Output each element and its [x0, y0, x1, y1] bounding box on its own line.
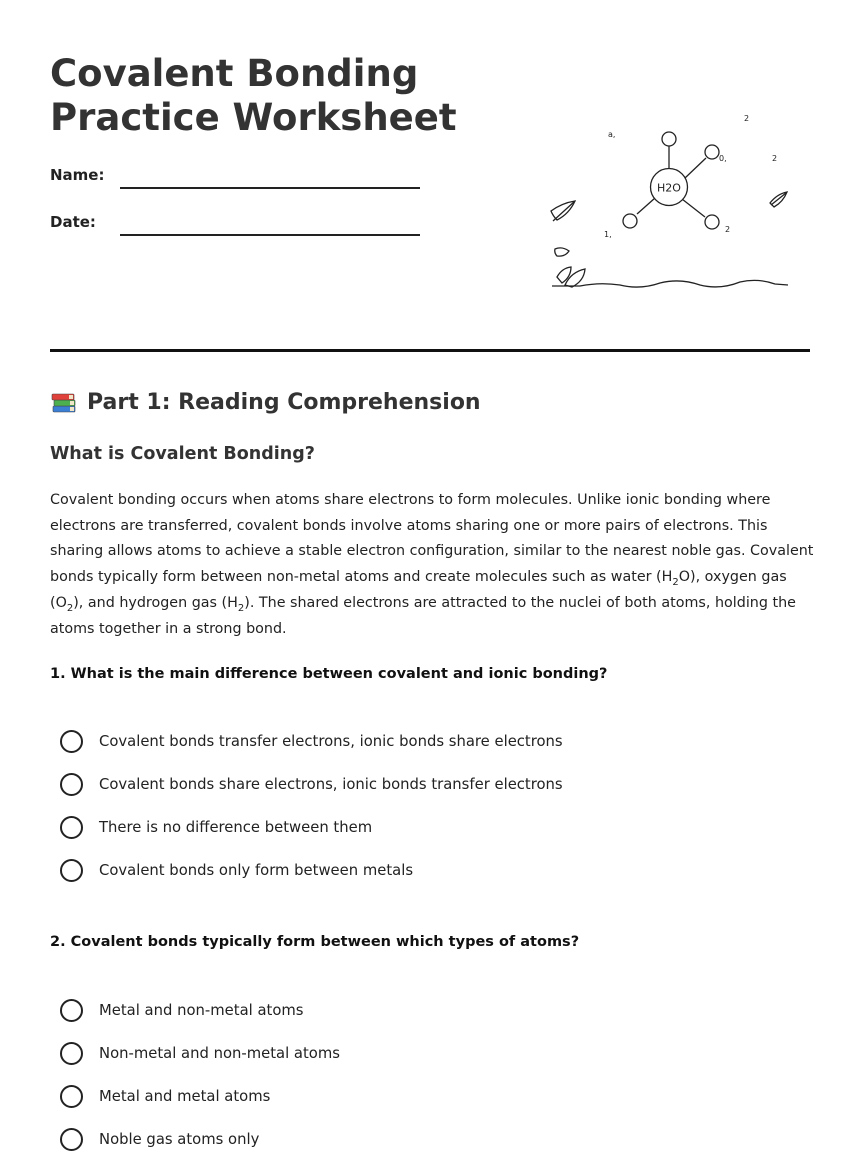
name-field[interactable] [120, 187, 420, 189]
illus-label: 2 [772, 154, 778, 163]
illus-label: 0, [719, 154, 727, 163]
answer-option[interactable] [60, 1075, 340, 1118]
title-line-2: Practice Worksheet [50, 96, 457, 139]
illus-label: a, [608, 130, 616, 139]
radio-button[interactable] [60, 816, 83, 839]
radio-button[interactable] [60, 1085, 83, 1108]
option-label: Covalent bonds share electrons, ionic bonds transfer electrons [99, 776, 563, 793]
answer-option[interactable] [60, 763, 563, 806]
section-subheading: What is Covalent Bonding? [50, 444, 315, 464]
option-label: Non-metal and non-metal atoms [99, 1045, 340, 1062]
radio-button[interactable] [60, 999, 83, 1022]
option-label: Noble gas atoms only [99, 1131, 260, 1148]
title-line-1: Covalent Bonding [50, 52, 419, 95]
option-label: Covalent bonds only form between metals [99, 862, 414, 879]
radio-button[interactable] [60, 773, 83, 796]
date-label: Date: [50, 213, 96, 231]
answer-option[interactable] [60, 720, 563, 763]
radio-button[interactable] [60, 859, 83, 882]
answer-option[interactable] [60, 1118, 340, 1161]
molecule-illustration [540, 100, 810, 300]
answer-option[interactable] [60, 989, 340, 1032]
part-1-heading-text: Part 1: Reading Comprehension [87, 389, 481, 415]
reading-passage: Covalent bonding occurs when atoms share electrons to form molecules. Unlike ionic bonding where electrons are transferred, covalent bonds involve atoms sharing one or more pairs of electrons. This sharing allows atoms to achieve a stable electron configuration, similar to the nearest noble gas. Covalent bonds typically form between non-metal atoms and create molecules such as water $(H_2O)$, oxygen gas $(O_2)$, and hydrogen gas $(H_2)$. The shared electrons are attracted to the nuclei of both atoms, holding the atoms together in a strong bond. [50, 492, 814, 637]
molecule-center-label: H2O [657, 181, 681, 195]
option-label: There is no difference between them [99, 819, 373, 836]
illus-label: 2 [744, 114, 750, 123]
question-1: 1. What is the main difference between covalent and ionic bonding? [50, 666, 608, 682]
part-1-heading [50, 388, 481, 416]
answer-option[interactable] [60, 806, 563, 849]
question-2: 2. Covalent bonds typically form between which types of atoms? [50, 934, 580, 950]
date-field[interactable] [120, 234, 420, 236]
question-1-options [60, 720, 563, 892]
radio-button[interactable] [60, 730, 83, 753]
answer-option[interactable] [60, 849, 563, 892]
illus-label: 1, [604, 230, 612, 239]
name-label: Name: [50, 166, 105, 184]
option-label: Covalent bonds transfer electrons, ionic bonds share electrons [99, 733, 563, 750]
illus-label: 2 [725, 225, 731, 234]
worksheet-title [50, 52, 470, 140]
radio-button[interactable] [60, 1128, 83, 1151]
section-divider [50, 349, 810, 352]
answer-option[interactable] [60, 1032, 340, 1075]
books-icon [50, 388, 78, 416]
option-label: Metal and non-metal atoms [99, 1002, 304, 1019]
question-2-options [60, 989, 340, 1161]
option-label: Metal and metal atoms [99, 1088, 271, 1105]
radio-button[interactable] [60, 1042, 83, 1065]
